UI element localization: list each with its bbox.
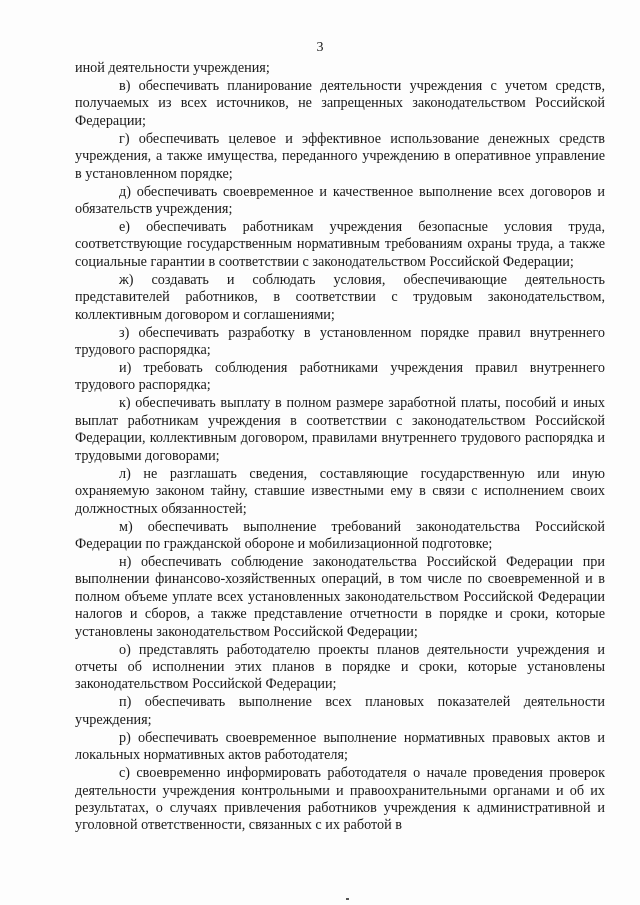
- paragraph-item-i: и) требовать соблюдения работниками учреждения правил внутреннего трудового распорядка;: [75, 360, 605, 394]
- paragraph-item-d: д) обеспечивать своевременное и качественное выполнение всех договоров и обязательств учреждения;: [75, 183, 605, 218]
- paragraph-item-g: г) обеспечивать целевое и эффективное использование денежных средств учреждения, а также имущества, переданного учреждению в оперативное управление в установленном порядке;: [75, 130, 605, 182]
- page-number: 3: [316, 40, 324, 55]
- document-body: [75, 60, 605, 835]
- paragraph-item-p: п) обеспечивать выполнение всех плановых показателей деятельности учреждения;: [75, 694, 605, 728]
- paragraph-continuation: иной деятельности учреждения;: [75, 60, 270, 76]
- paragraph-item-v: в) обеспечивать планирование деятельности учреждения с учетом средств, получаемых из всех источников, не запрещенных законодательством Российской Федерации;: [75, 78, 605, 129]
- paragraph-item-s: с) своевременно информировать работодателя о начале проведения проверок деятельности учреждения контрольными и правоохранительными органами и об их результатах, о случаях привлечения работников учреждения к административной и уголовной ответственности, связанных с их работой в: [75, 765, 605, 834]
- paragraph-item-zh: ж) создавать и соблюдать условия, обеспечивающие деятельность представителей работников, в соответствии с трудовым законодательством, коллективным договором и соглашениями;: [75, 271, 605, 323]
- paragraph-item-z: з) обеспечивать разработку в установленном порядке правил внутреннего трудового распорядка;: [75, 324, 605, 359]
- paragraph-item-m: м) обеспечивать выполнение требований законодательства Российской Федерации по гражданской обороне и мобилизационной подготовке;: [75, 518, 605, 552]
- paragraph-item-k: к) обеспечивать выплату в полном размере заработной платы, пособий и иных выплат работникам учреждения в соответствии с законодательством Российской Федерации, коллективным договором, правилами внутреннего трудового распорядка и трудовыми договорами;: [75, 395, 605, 464]
- paragraph-item-r: р) обеспечивать своевременное выполнение нормативных правовых актов и локальных нормативных актов работодателя;: [75, 729, 605, 764]
- paragraph-item-o: о) представлять работодателю проекты планов деятельности учреждения и отчеты об исполнении этих планов в порядке и сроки, которые установлены законодательством Российской Федерации;: [75, 641, 605, 693]
- paragraph-item-l: л) не разглашать сведения, составляющие государственную или иную охраняемую законом тайну, ставшие известными ему в связи с исполнением своих должностных обязанностей;: [75, 465, 605, 517]
- paragraph-item-n: н) обеспечивать соблюдение законодательства Российской Федерации при выполнении финансово-хозяйственных операций, в том числе по своевременной и в полном объеме уплате всех установленных законодательством Российской Федерации налогов и сборов, а также представление отчетности в порядке и сроки, которые установлены законодательством Российской Федерации;: [75, 553, 605, 640]
- scan-speck: [346, 898, 349, 900]
- paragraph-item-e: е) обеспечивать работникам учреждения безопасные условия труда, соответствующие государственным нормативным требованиям охраны труда, а также социальные гарантии в соответствии с законодательством Российской Федерации;: [75, 219, 605, 270]
